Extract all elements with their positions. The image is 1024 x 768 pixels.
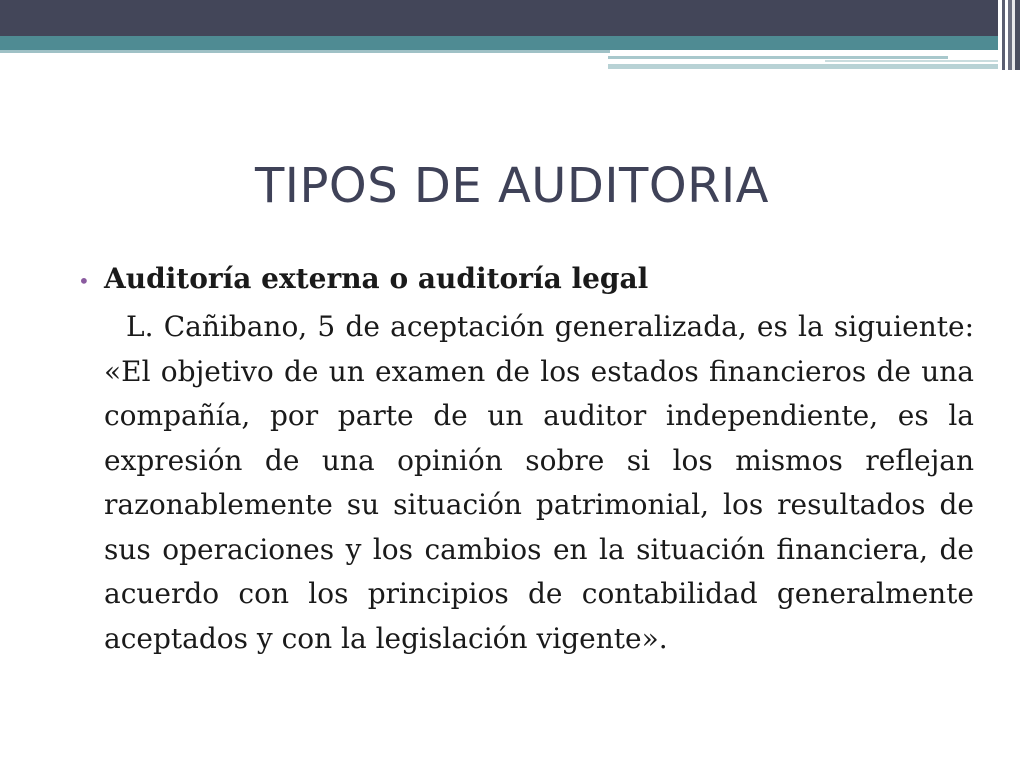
header-teal-band: [0, 36, 1000, 50]
slide-content: [78, 262, 974, 661]
header-accent-line: [608, 56, 948, 59]
body-paragraph: L. Cañibano, 5 de aceptación generalizada, es la siguiente: «El objetivo de un examen de los estados financieros de una compañía, por parte de un auditor independiente, es la expresión de una opinión sobre si los mismos reflejan razonablemente su situación patrimonial, los resultados de sus operaciones y los cambios en la situación financiera, de acuerdo con los principios de contabilidad generalmente aceptados y con la legislación vigente».: [104, 310, 974, 655]
header-accent-line: [0, 50, 610, 53]
header-bar: [0, 0, 1024, 36]
header-stripes: [998, 0, 1024, 70]
header-accent-line: [608, 64, 1000, 69]
bullet-heading: Auditoría externa o auditoría legal: [104, 262, 649, 295]
bullet-icon: •: [78, 269, 90, 293]
header-accent-line: [825, 60, 1000, 62]
slide-title: TIPOS DE AUDITORIA: [254, 158, 769, 214]
bullet-item: [78, 262, 974, 295]
